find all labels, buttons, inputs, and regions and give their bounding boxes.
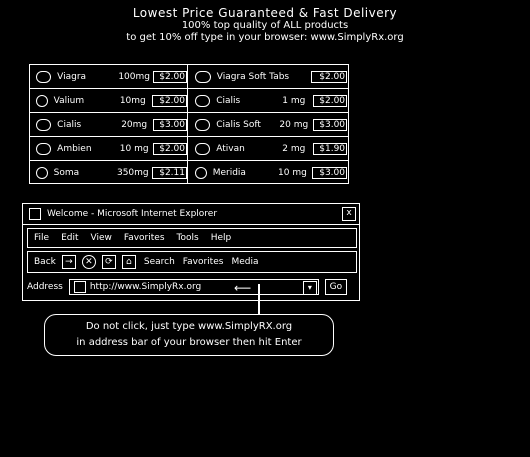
- address-input[interactable]: [69, 279, 319, 295]
- menu-item-favorites[interactable]: Favorites: [123, 233, 165, 243]
- product-dose: 1 mg: [282, 95, 306, 106]
- table-row: [30, 89, 348, 113]
- product-price: $1.90: [313, 143, 347, 155]
- address-label: Address: [27, 282, 63, 292]
- page-icon: [74, 281, 86, 293]
- title-bar: [23, 204, 359, 225]
- product-price: $3.00: [313, 119, 347, 131]
- product-name: Meridia: [212, 167, 246, 178]
- table-row: [30, 137, 348, 161]
- product-name: Valium: [53, 95, 85, 106]
- pill-icon: [36, 143, 51, 155]
- pill-icon: [36, 119, 51, 131]
- media-button[interactable]: Media: [231, 257, 259, 267]
- toolbar: [27, 251, 357, 273]
- product-dose: 20mg: [121, 119, 148, 130]
- favorites-button[interactable]: Favorites: [182, 257, 224, 267]
- window-title: Welcome - Microsoft Internet Explorer: [47, 209, 218, 219]
- pill-icon: [195, 71, 211, 83]
- pill-icon: [195, 143, 210, 155]
- menu-item-edit[interactable]: Edit: [61, 233, 79, 243]
- bubble-line-1: Do not click, just type www.SimplyRX.org: [85, 321, 293, 332]
- product-price: $2.00: [311, 71, 347, 83]
- product-dose: 10mg: [119, 95, 146, 106]
- product-cell: [30, 89, 188, 112]
- table-row: [30, 65, 348, 89]
- product-cell: [189, 65, 347, 88]
- product-price: $3.00: [312, 167, 347, 179]
- pointer-arrow: [258, 284, 260, 314]
- product-cell: [189, 137, 347, 160]
- product-name: Cialis: [216, 95, 241, 106]
- address-bar: [27, 277, 355, 297]
- product-price: $3.00: [153, 119, 187, 131]
- headline: Lowest Price Guaranteed & Fast Delivery: [132, 6, 398, 20]
- menu-item-file[interactable]: File: [34, 233, 50, 243]
- product-dose: 350mg: [116, 167, 149, 178]
- product-dose: 100mg: [118, 71, 150, 82]
- product-cell: [189, 113, 347, 136]
- stop-button[interactable]: ✕: [82, 255, 96, 269]
- subheadline: 100% top quality of ALL products: [181, 20, 349, 31]
- go-button[interactable]: Go: [325, 279, 347, 295]
- product-name: Cialis Soft: [216, 119, 261, 130]
- product-cell: [30, 113, 188, 136]
- back-button[interactable]: Back: [34, 257, 56, 267]
- pill-icon: [195, 119, 210, 131]
- forward-button[interactable]: →: [62, 255, 76, 269]
- product-dose: 10 mg: [119, 143, 149, 154]
- product-name: Viagra: [57, 71, 87, 82]
- product-price: $2.00: [313, 95, 347, 107]
- round-pill-icon: [195, 167, 207, 179]
- round-pill-icon: [36, 95, 48, 107]
- arrow-left-icon: ⟵: [234, 281, 252, 295]
- product-cell: [189, 161, 347, 184]
- round-pill-icon: [36, 167, 48, 179]
- instruction-bubble: [44, 314, 334, 356]
- product-name: Ambien: [57, 143, 92, 154]
- pill-icon: [195, 95, 210, 107]
- product-dose: 20 mg: [279, 119, 309, 130]
- browser-window: [22, 203, 360, 301]
- product-name: Viagra Soft Tabs: [216, 71, 290, 82]
- address-value[interactable]: http://www.SimplyRx.org: [89, 282, 202, 292]
- product-name: Ativan: [216, 143, 245, 154]
- product-price: $2.00: [153, 143, 187, 155]
- product-cell: [30, 161, 188, 184]
- product-cell: [30, 65, 188, 88]
- product-price: $2.00: [152, 95, 187, 107]
- menu-item-view[interactable]: View: [90, 233, 112, 243]
- product-dose: 2 mg: [282, 143, 306, 154]
- table-row: [30, 161, 348, 185]
- bubble-line-2: in address bar of your browser then hit Enter: [76, 337, 302, 348]
- product-name: Cialis: [57, 119, 82, 130]
- product-name: Soma: [53, 167, 80, 178]
- product-cell: [30, 137, 188, 160]
- product-dose: 10 mg: [278, 167, 307, 178]
- close-button[interactable]: x: [342, 207, 356, 221]
- refresh-button[interactable]: ⟳: [102, 255, 116, 269]
- instruction-line: to get 10% off type in your browser: www.SimplyRx.org: [126, 32, 404, 43]
- product-price: $2.11: [152, 167, 187, 179]
- browser-icon: [29, 208, 41, 220]
- home-button[interactable]: ⌂: [122, 255, 136, 269]
- table-row: [30, 113, 348, 137]
- menu-item-tools[interactable]: Tools: [176, 233, 199, 243]
- product-cell: [189, 89, 347, 112]
- menu-item-help[interactable]: Help: [210, 233, 232, 243]
- chevron-down-icon[interactable]: ▾: [303, 281, 317, 295]
- product-price-grid: [29, 64, 349, 184]
- pill-icon: [36, 71, 51, 83]
- product-price: $2.00: [153, 71, 187, 83]
- menu-bar: [27, 228, 357, 248]
- search-button[interactable]: Search: [143, 257, 175, 267]
- ad-header: [0, 6, 530, 44]
